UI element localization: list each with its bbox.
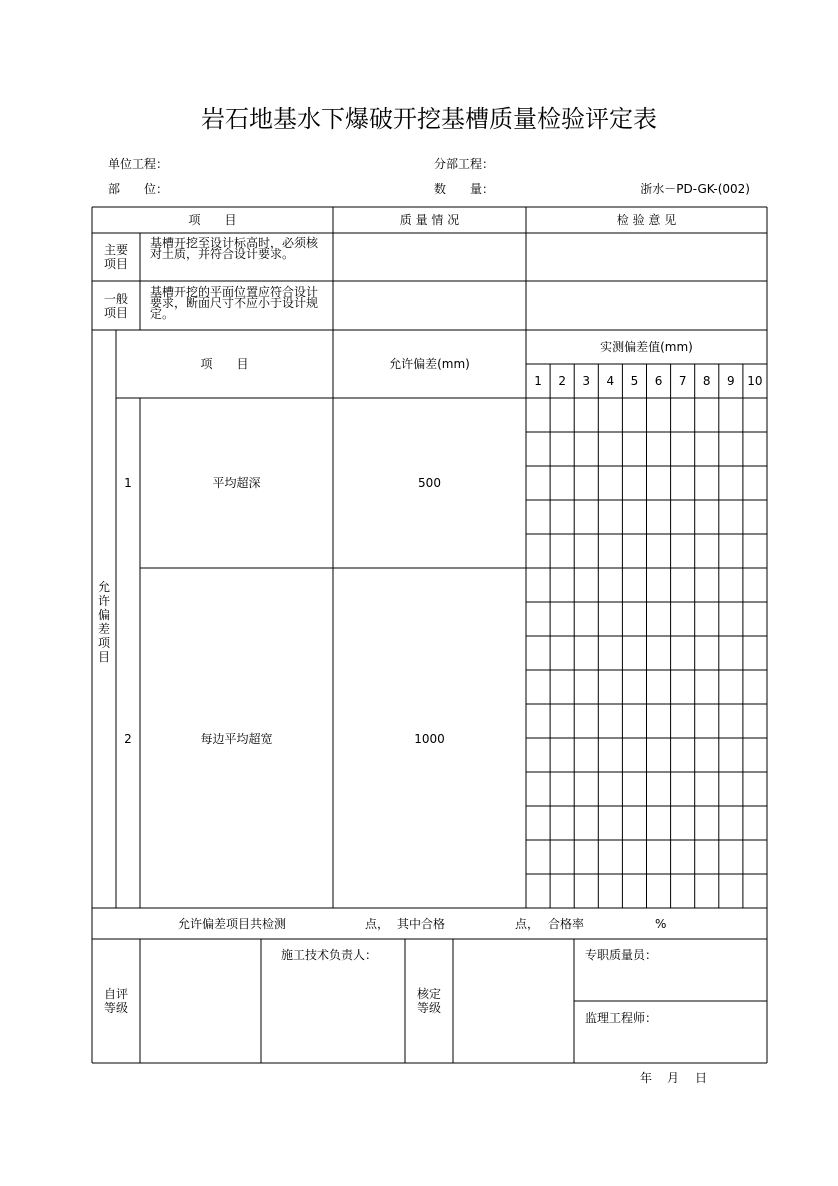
tolerance-header-item: 项 目 [200, 357, 249, 371]
location-label: 部 位： [108, 182, 169, 196]
summary-text-2: 点， [365, 917, 390, 931]
supervisor-label: 监理工程师： [585, 1011, 658, 1025]
tolerance-header-measured: 实测偏差值(mm) [600, 340, 693, 354]
sub-project-label: 分部工程： [434, 157, 495, 171]
form-title: 岩石地基水下爆破开挖基槽质量检验评定表 [201, 105, 657, 133]
summary-text-5: 合格率 [548, 917, 585, 931]
measure-number-2: 2 [558, 374, 566, 388]
measure-number-4: 4 [606, 374, 615, 388]
col-header-item: 项 目 [188, 213, 237, 227]
self-grade-label: 自评等级 [103, 987, 128, 1015]
verified-grade-label: 核定等级 [416, 987, 441, 1015]
col-header-opinion: 检 验 意 见 [616, 213, 677, 227]
col-header-quality: 质 量 情 况 [399, 213, 460, 227]
item-1-allowed: 500 [418, 476, 441, 490]
tolerance-section-label: 允许偏差项目 [97, 580, 110, 664]
unit-project-label: 单位工程： [108, 157, 169, 171]
date-month: 月 [667, 1071, 680, 1085]
date-day: 日 [695, 1071, 708, 1085]
summary-text-4: 点， [515, 917, 540, 931]
item-2-name: 每边平均超宽 [200, 732, 273, 746]
measure-number-7: 7 [678, 374, 687, 388]
main-item-category: 主要项目 [103, 243, 128, 271]
item-1-no: 1 [124, 476, 132, 490]
measure-number-9: 9 [727, 374, 735, 388]
measure-number-6: 6 [654, 374, 663, 388]
quantity-label: 数 量： [434, 182, 495, 196]
summary-text-6: % [655, 917, 667, 931]
item-2-allowed: 1000 [414, 732, 445, 746]
quality-officer-label: 专职质量员： [585, 948, 658, 962]
tolerance-header-allowed: 允许偏差(mm) [389, 357, 470, 371]
main-item-requirement: 基槽开挖至设计标高时，必须核对土质，并符合设计要求。 [150, 236, 319, 261]
measure-number-10: 10 [747, 374, 763, 388]
measure-number-3: 3 [582, 374, 591, 388]
measure-number-1: 1 [534, 374, 542, 388]
tech-leader-label: 施工技术负责人： [281, 948, 378, 962]
measure-number-5: 5 [630, 374, 639, 388]
summary-text-3: 其中合格 [397, 917, 446, 931]
general-item-category: 一般项目 [103, 292, 128, 320]
summary-text-1: 允许偏差项目共检测 [178, 917, 287, 931]
date-year: 年 [640, 1071, 653, 1085]
form-code: 浙水－PD-GK-(002) [640, 182, 750, 196]
general-item-requirement: 基槽开挖的平面位置应符合设计要求，断面尺寸不应小于设计规定。 [150, 285, 319, 321]
measure-number-8: 8 [702, 374, 711, 388]
item-2-no: 2 [124, 732, 132, 746]
item-1-name: 平均超深 [212, 476, 261, 490]
